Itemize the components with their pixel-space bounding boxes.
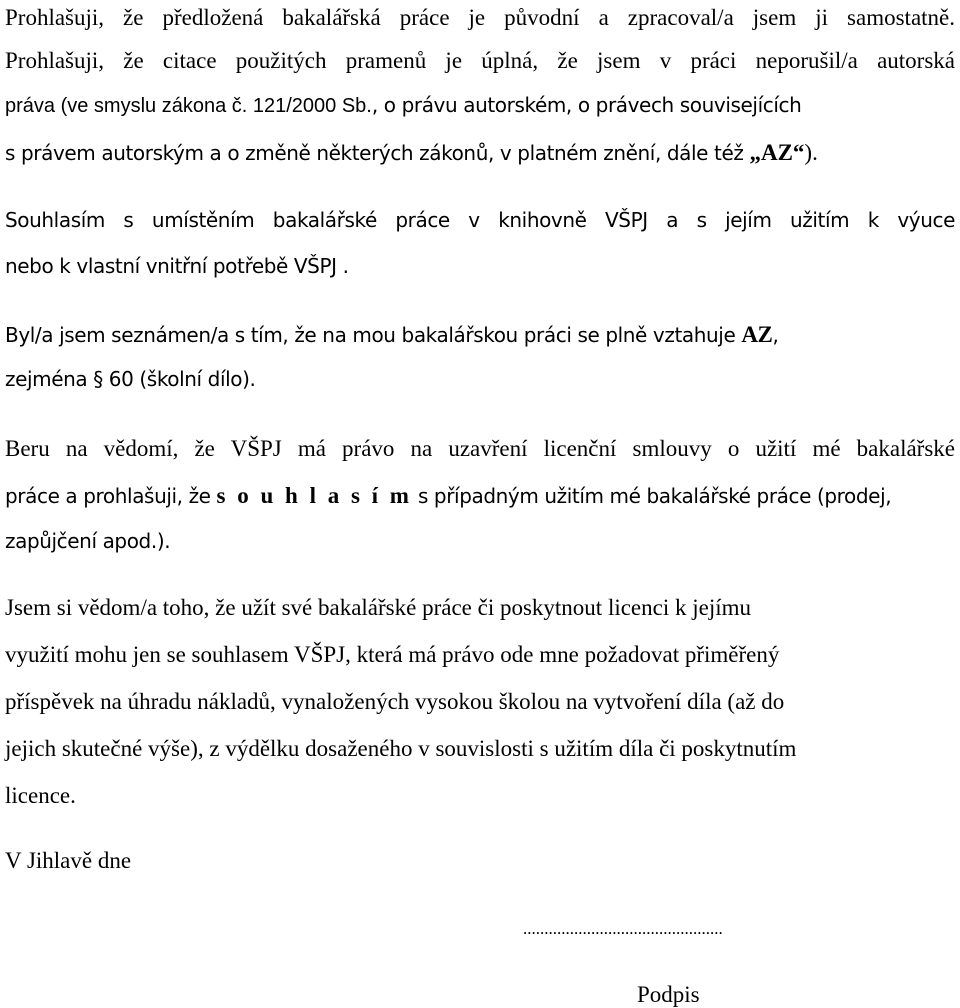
az-abbreviation-2: AZ [741, 322, 773, 347]
az-abbreviation: „AZ“ [749, 140, 805, 165]
law-description-cont: s právem autorským a o změně některých zákonů, v platném znění, dále též [5, 141, 750, 165]
law-reference: práva (ve smyslu zákona č. 121/2000 Sb. [5, 95, 372, 117]
consent-line-2: nebo k vlastní vnitřní potřebě VŠPJ . [5, 254, 349, 278]
declaration-line-3 [5, 93, 801, 116]
declaration-line-4 [5, 141, 818, 164]
consent-line-1: Souhlasím s umístěním bakalářské práce v knihovně VŠPJ a s jejím užitím k výuce [5, 208, 955, 232]
awareness-line-5: licence. [5, 783, 76, 808]
awareness-line-3: příspěvek na úhradu nákladů, vynaložených vysokou školou na vytvoření díla (až do [5, 689, 785, 714]
awareness-line-4: jejich skutečné výše), z výdělku dosaženého v souvislosti s užitím díla či poskytnutím [5, 736, 797, 761]
license-line-2 [5, 484, 891, 507]
line-end: ). [804, 140, 818, 165]
signature-line: ............................................... [523, 919, 723, 938]
souhlasim-emphasis: s o u h l a s í m [216, 483, 412, 508]
awareness-line-1: Jsem si vědom/a toho, že užít své bakalářské práce či poskytnout licenci k jejímu [5, 595, 752, 620]
license-text-a: práce a prohlašuji, že [5, 484, 217, 508]
declaration-line-2: Prohlašuji, že citace použitých pramenů je úplná, že jsem v práci neporušil/a autorská [5, 48, 955, 73]
comma: , [772, 323, 779, 347]
license-text-b: s případným užitím mé bakalářské práce (prodej, [411, 484, 892, 508]
acknowledgement-line-2: zejména § 60 (školní dílo). [5, 367, 256, 391]
signature-label: Podpis [637, 982, 700, 1007]
license-line-1: Beru na vědomí, že VŠPJ má právo na uzavření licenční smlouvy o užití mé bakalářské [5, 436, 955, 461]
acknowledgement-line-1 [5, 323, 778, 346]
awareness-line-2: využití mohu jen se souhlasem VŠPJ, která má právo ode mne požadovat přiměřený [5, 642, 780, 667]
license-line-3: zapůjčení apod.). [5, 529, 171, 553]
acknowledgement-text: Byl/a jsem seznámen/a s tím, že na mou bakalářskou práci se plně vztahuje [5, 323, 742, 347]
law-description: , o právu autorském, o právech souvisejících [371, 93, 802, 117]
place-date: V Jihlavě dne [5, 848, 132, 873]
declaration-line-1: Prohlašuji, že předložená bakalářská práce je původní a zpracoval/a jsem ji samostatně. [5, 5, 955, 30]
